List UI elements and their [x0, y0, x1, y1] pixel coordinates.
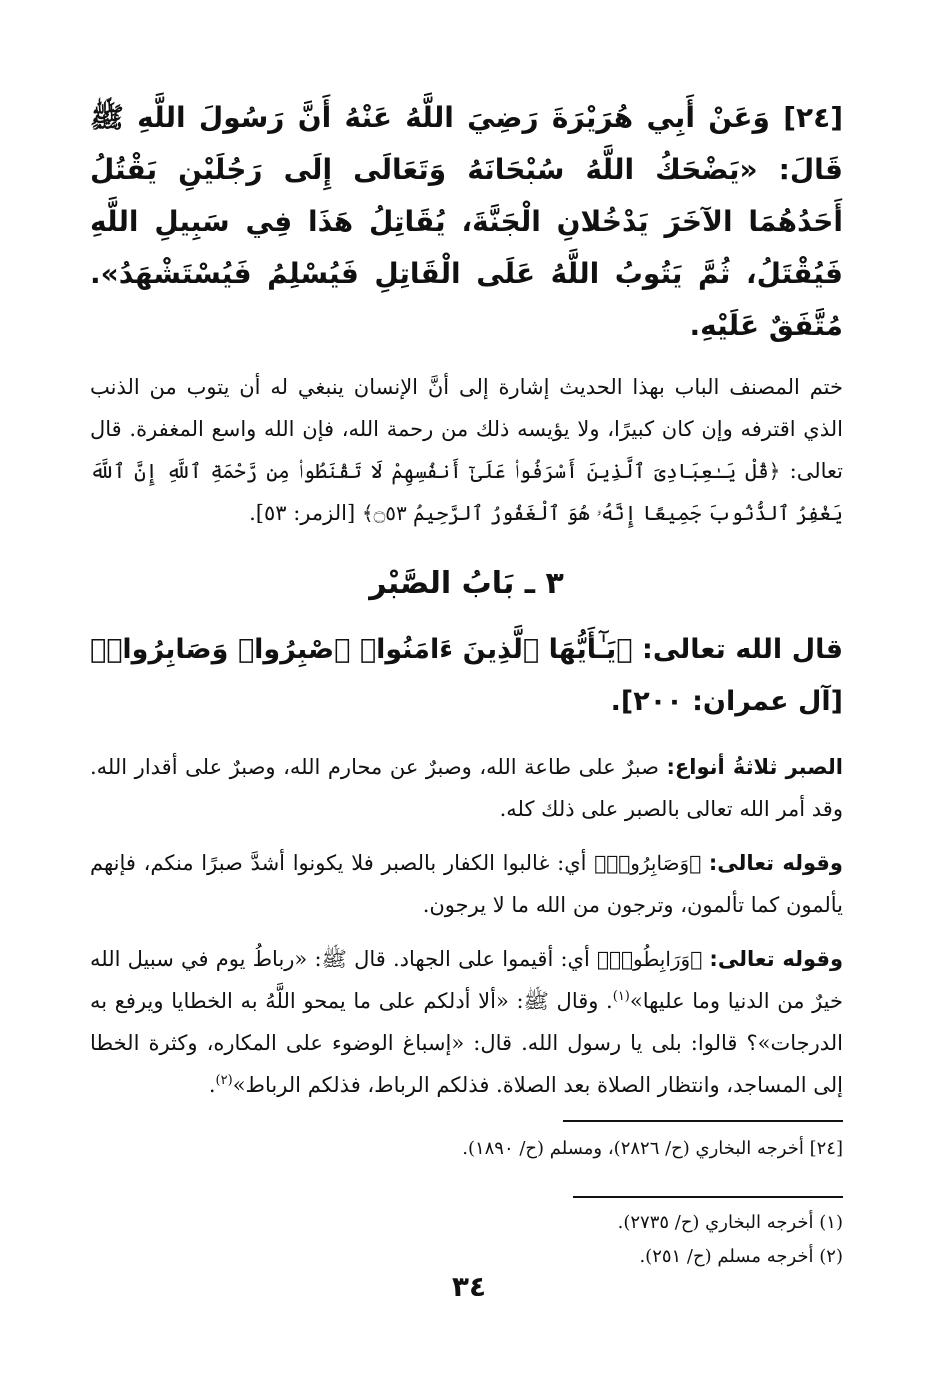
verse-lead: قال الله تعالى: — [642, 634, 843, 665]
sabiru-ayah: ﴿وَصَابِرُوا۟﴾ — [594, 851, 702, 875]
footnote-2: (٢) أخرجه مسلم (ح/ ٢٥١). — [639, 1246, 843, 1267]
footnote-ref-1[interactable]: (١) — [612, 989, 630, 1004]
chapter-title: ٣ ـ بَابُ الصَّبْر — [369, 566, 564, 601]
sabiru-lead: وقوله تعالى: — [708, 851, 843, 875]
types-text: صبرٌ على طاعة الله، وصبرٌ عن محارم الله، وصبرٌ على أقدار الله. وقد أمر الله تعالى بالصبر على ذلك كله. — [90, 755, 843, 821]
sabiru-text: أي: غالبوا الكفار بالصبر فلا يكونوا أشدَّ صبرًا منكم، فإنهم يألمون كما تألمون، وترجون من الله ما لا يرجون. — [90, 851, 843, 917]
hadith-note-divider — [563, 1120, 843, 1122]
hadith-block — [90, 92, 843, 352]
commentary-reference: [الزمر: ٥٣]. — [249, 501, 356, 525]
types-lead: الصبر ثلاثةُ أنواع: — [666, 755, 843, 779]
commentary-text: ختم المصنف الباب بهذا الحديث إشارة إلى أنَّ الإنسان ينبغي له أن يتوب من الذنب الذي اقترفه وإن كان كبيرًا، ولا يؤيسه ذلك من رحمة الله، فإن الله واسع المغفرة. قال تعالى: — [90, 375, 843, 483]
page-body — [90, 92, 843, 1350]
footnotes-divider — [573, 1196, 843, 1198]
commentary-ayah: ﴿قُلْ يَـٰعِبَادِىَ ٱلَّذِينَ أَسْرَفُوا۟ عَلَىٰٓ أَنفُسِهِمْ لَا تَقْنَطُوا۟ مِن رَّحْمَةِ ٱللَّهِ إِنَّ ٱللَّهَ يَغْفِرُ ٱلذُّنُوبَ جَمِيعًا إِنَّهُۥ هُوَ ٱلْغَفُورُ ٱلرَّحِيمُ ۝٥٣﴾ — [90, 459, 843, 525]
commentary-paragraph — [90, 366, 843, 534]
rabitu-end: . — [208, 1073, 216, 1097]
rabitu-text-2: . وقال ﷺ: «ألا أدلكم على ما يمحو اللَّهُ به الخطايا ويرفع به الدرجات»؟ قالوا: بلى يا رسول الله. قال: «إسباغ الوضوء على المكاره، وكثرة الخطا إلى المساجد، وانتظار الصلاة بعد الصلاة. فذلكم الرباط، فذلكم الرباط» — [90, 989, 843, 1097]
rabitu-lead: وقوله تعالى: — [709, 947, 843, 971]
chapter-verse — [90, 624, 843, 728]
rabitu-text-1: أي: أقيموا على الجهاد. قال ﷺ: «رباطُ يوم في سبيل الله خيرٌ من الدنيا وما عليها» — [90, 947, 843, 1013]
footnote-ref-2[interactable]: (٢) — [215, 1073, 233, 1088]
hadith-source-note: [٢٤] أخرجه البخاري (ح/ ٢٨٢٦)، ومسلم (ح/ ١٨٩٠). — [462, 1138, 843, 1159]
page-number: ٣٤ — [451, 1270, 487, 1303]
sabiru-paragraph — [90, 842, 843, 926]
rabitu-ayah: ﴿وَرَابِطُوا۟﴾ — [597, 947, 703, 971]
types-paragraph — [90, 746, 843, 830]
footnote-1: (١) أخرجه البخاري (ح/ ٢٧٣٥). — [617, 1212, 843, 1233]
verse-ayah: ﴿يَـٰٓأَيُّهَا ٱلَّذِينَ ءَامَنُوا۟ ٱصْبِرُوا۟ وَصَابِرُوا۟﴾ — [90, 634, 633, 665]
hadith-text: وَعَنْ أَبِي هُرَيْرَةَ رَضِيَ اللَّهُ عَنْهُ أَنَّ رَسُولَ اللَّهِ ﷺ قَالَ: «يَضْحَكُ اللَّهُ سُبْحَانَهُ وَتَعَالَى إِلَى رَجُلَيْنِ يَقْتُلُ أَحَدُهُمَا الآخَرَ يَدْخُلانِ الْجَنَّةَ، يُقَاتِلُ هَذَا فِي سَبِيلِ اللَّهِ فَيُقْتَلُ، ثُمَّ يَتُوبُ اللَّهُ عَلَى الْقَاتِلِ فَيُسْلِمُ فَيُسْتَشْهَدُ». مُتَّفَقٌ عَلَيْهِ. — [90, 101, 843, 342]
rabitu-paragraph — [90, 938, 843, 1106]
hadith-number: [٢٤] — [783, 101, 844, 134]
verse-reference: [آل عمران: ٢٠٠]. — [610, 686, 843, 717]
